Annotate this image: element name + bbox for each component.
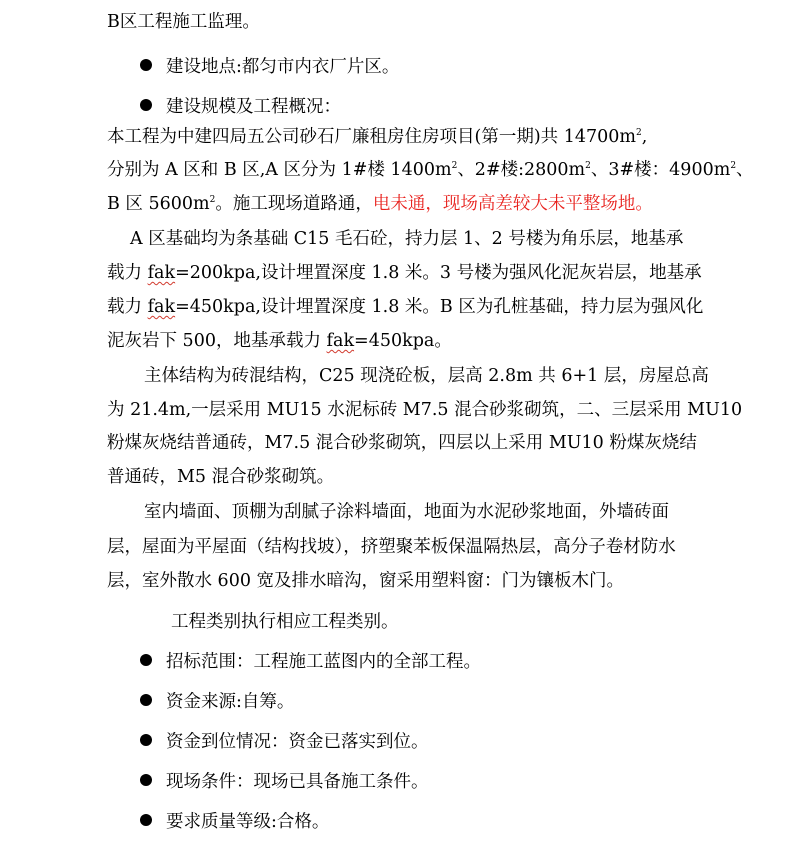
paragraph-category: 工程类别执行相应工程类别。 — [171, 612, 399, 632]
paragraph-structure-line-1: 主体结构为砖混结构，C25 现浇砼板，层高 2.8m 共 6+1 层，房屋总高 — [144, 366, 709, 386]
spellcheck-word: fak — [147, 263, 176, 283]
paragraph-foundation-line-3: 载力 fak=450kpa,设计埋置深度 1.8 米。B 区为孔桩基础，持力层为强风化 — [107, 297, 704, 317]
bullet-construction-location — [140, 56, 399, 78]
bullet-bidding-scope — [140, 651, 481, 673]
bullet-text: 建设规模及工程概况： — [166, 97, 341, 117]
paragraph-structure-line-3: 粉煤灰烧结普通砖，M7.5 混合砂浆砌筑，四层以上采用 MU10 粉煤灰烧结 — [107, 433, 697, 453]
paragraph-overview-line-1: 本工程为中建四局五公司砂石厂廉租房住房项目(第一期)共 $14700m^2$, — [107, 127, 648, 147]
paragraph-overview-line-3: B 区 $5600m^2$。施工现场道路通，电未通，现场高差较大未平整场地。 — [107, 194, 653, 214]
bullet-dot-icon — [140, 99, 152, 111]
warning-text-red: 电未通，现场高差较大未平整场地。 — [372, 194, 653, 214]
bullet-dot-icon — [140, 59, 152, 71]
bullet-dot-icon — [140, 814, 152, 826]
paragraph-finishes-line-3: 层，室外散水 600 宽及排水暗沟，窗采用塑料窗：门为镶板木门。 — [107, 571, 625, 591]
paragraph-structure-line-2: 为 21.4m,一层采用 MU15 水泥标砖 M7.5 混合砂浆砌筑，二、三层采用 MU10 — [107, 400, 743, 420]
paragraph-finishes-line-1: 室内墙面、顶棚为刮腻子涂料墙面，地面为水泥砂浆地面，外墙砖面 — [144, 502, 669, 522]
paragraph-foundation-line-4: 泥灰岩下 500，地基承载力 fak=450kpa。 — [107, 331, 452, 351]
paragraph-structure-line-4: 普通砖，M5 混合砂浆砌筑。 — [107, 467, 335, 487]
bullet-dot-icon — [140, 774, 152, 786]
bullet-quality-grade — [140, 811, 329, 833]
paragraph-overview-line-2: 分别为 A 区和 B 区,A 区分为 1#楼 $1400m^2$、2#楼$:2800m^2$、3#楼：$4900m^2$、 — [107, 160, 754, 180]
bullet-text: 资金到位情况：资金已落实到位。 — [166, 732, 429, 752]
bullet-text: 招标范围：工程施工蓝图内的全部工程。 — [166, 652, 481, 672]
bullet-text: 建设地点:都匀市内衣厂片区。 — [166, 57, 400, 77]
spellcheck-word: fak — [326, 331, 355, 351]
paragraph-finishes-line-2: 层，屋面为平屋面（结构找坡），挤塑聚苯板保温隔热层，高分子卷材防水 — [107, 537, 676, 557]
paragraph-foundation-line-1: A 区基础均为条基础 C15 毛石砼，持力层 1、2 号楼为角乐层，地基承 — [130, 229, 684, 249]
bullet-dot-icon — [140, 694, 152, 706]
paragraph-foundation-line-2: 载力 fak=200kpa,设计埋置深度 1.8 米。3 号楼为强风化泥灰岩层，地基承 — [107, 263, 702, 283]
bullet-dot-icon — [140, 734, 152, 746]
bullet-fund-source — [140, 691, 294, 713]
bullet-construction-scale — [140, 96, 341, 118]
bullet-text: 资金来源:自筹。 — [166, 692, 295, 712]
bullet-text: 要求质量等级:合格。 — [166, 812, 330, 832]
bullet-dot-icon — [140, 654, 152, 666]
bullet-fund-status — [140, 731, 429, 753]
bullet-site-conditions — [140, 771, 429, 793]
spellcheck-word: fak — [147, 297, 176, 317]
text-line-intro: B区工程施工监理。 — [107, 12, 260, 32]
bullet-text: 现场条件：现场已具备施工条件。 — [166, 772, 429, 792]
